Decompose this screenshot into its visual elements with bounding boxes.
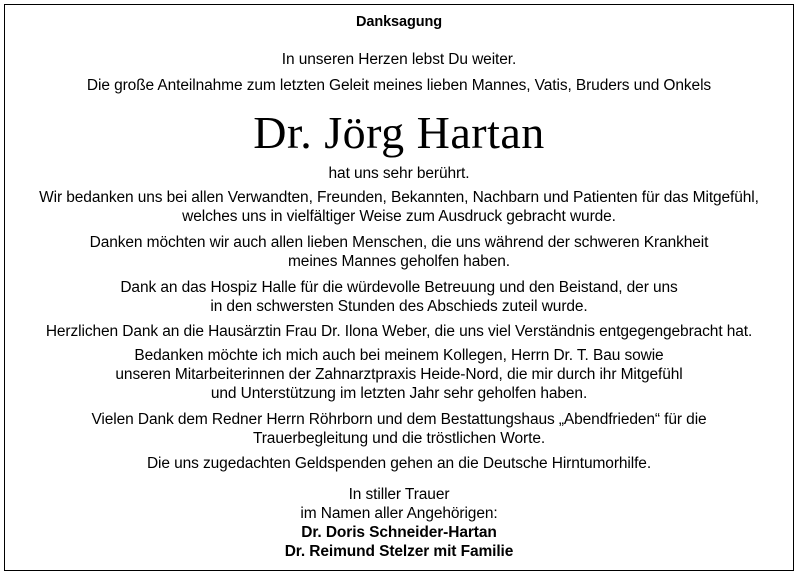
paragraph-2-line-2: meines Mannes geholfen haben. — [287, 253, 510, 270]
paragraph-4-line-1: Herzlichen Dank an die Hausärztin Frau Dr. Ilona Weber, die uns viel Verständnis entgegengebracht hat. — [45, 323, 753, 340]
touched-line: hat uns sehr berührt. — [328, 165, 470, 182]
notice-heading: Danksagung — [355, 14, 442, 30]
paragraph-5-line-1: Bedanken möchte ich mich auch bei meinem Kollegen, Herrn Dr. T. Bau sowie — [134, 347, 664, 364]
paragraph-3-line-2: in den schwersten Stunden des Abschieds zuteil wurde. — [210, 298, 588, 315]
obituary-notice — [4, 4, 794, 571]
paragraph-5-line-2: unseren Mitarbeiterinnen der Zahnarztpraxis Heide-Nord, die mir durch ihr Mitgefühl — [115, 366, 683, 383]
closing-line-2: im Namen aller Angehörigen: — [300, 505, 498, 522]
signer-2: Dr. Reimund Stelzer mit Familie — [284, 543, 514, 560]
intro-line: Die große Anteilnahme zum letzten Geleit meines lieben Mannes, Vatis, Bruders und Onkels — [86, 77, 712, 94]
closing-line-1: In stiller Trauer — [348, 486, 450, 503]
paragraph-3-line-1: Dank an das Hospiz Halle für die würdevolle Betreuung und den Beistand, der uns — [120, 279, 678, 296]
paragraph-1-line-2: welches uns in vielfältiger Weise zum Ausdruck gebracht wurde. — [182, 208, 616, 225]
paragraph-5-line-3: und Unterstützung im letzten Jahr sehr geholfen haben. — [210, 385, 588, 402]
deceased-name: Dr. Jörg Hartan — [253, 107, 545, 158]
motto-line: In unseren Herzen lebst Du weiter. — [281, 51, 517, 68]
paragraph-2-line-1: Danken möchten wir auch allen lieben Menschen, die uns während der schweren Krankheit — [89, 234, 709, 251]
paragraph-7-line-1: Die uns zugedachten Geldspenden gehen an die Deutsche Hirntumorhilfe. — [146, 455, 652, 472]
paragraph-1-line-1: Wir bedanken uns bei allen Verwandten, Freunden, Bekannten, Nachbarn und Patienten für das Mitgefühl, — [39, 189, 759, 206]
paragraph-6-line-1: Vielen Dank dem Redner Herrn Röhrborn und dem Bestattungshaus „Abendfrieden“ für die — [91, 411, 707, 428]
signer-1: Dr. Doris Schneider-Hartan — [301, 524, 497, 541]
paragraph-6-line-2: Trauerbegleitung und die tröstlichen Worte. — [252, 430, 546, 447]
